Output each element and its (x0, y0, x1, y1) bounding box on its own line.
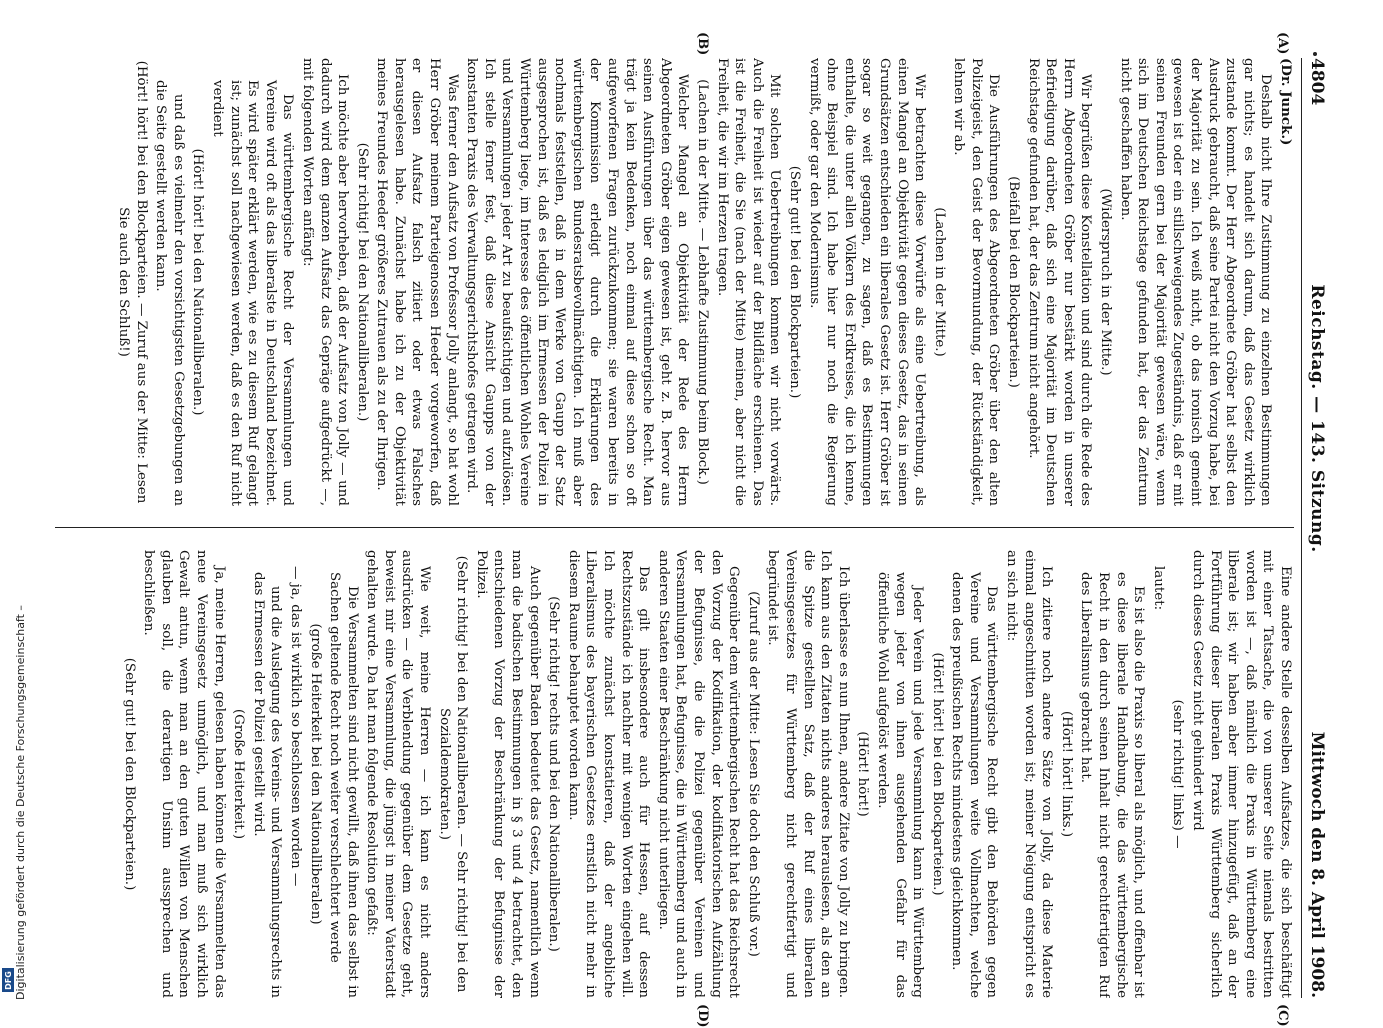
paragraph: lautet: (1150, 566, 1166, 611)
interjection: (Zuruf aus der Mitte: Lesen Sie doch den Schluß vor.) (745, 591, 761, 957)
paragraph: Gegenüber dem württembergischen Recht hat das Reichsrecht den Vorzug der Kodifikation, der kodifikatorischen Aufzählung der Befugnisse, die die Polizei gegenüber Vereinen und Versammlungen hat, Befugnisse, die in Württemberg und auch in anderen Staaten einer Beschränkung nicht unterliegen. (655, 550, 742, 998)
margin-marker-d: (D) (695, 1004, 710, 1028)
session-date: Mittwoch den 8. April 1908. (1307, 731, 1327, 998)
interjection: (große Heiterkeit bei den Nationalliberalen) (307, 623, 323, 925)
interjection: (Sehr gut! bei den Blockparteien.) (121, 657, 137, 891)
interjection: (Hört! hört! bei den Blockparteien. — Zuruf aus der Mitte: Lesen Sie auch den Schluß!) (116, 60, 149, 504)
interjection: (Große Heiterkeit.) (231, 708, 247, 840)
dfg-logo: DFG (2, 968, 14, 992)
page-dot (1313, 52, 1317, 56)
paragraph: Die Ausführungen des Abgeordneten Gröber über den alten Polizeigeist, den Geist der Bevormundung, der Rückständigkeit, lehnen wir ab. (951, 58, 1002, 506)
quoted-passage: Die Versammelten sind nicht gewillt, daß ihnen das selbst in Sachen geltende Recht noch weiter verschlechtert werde (327, 572, 360, 998)
paragraph: Wie weit, meine Herren — ich kann es nicht anders ausdrücken — die Verblendung gegenüber dem Gesetze geht, beweist mir eine Versammlung, die jüngst in meiner Vaterstadt gehalten wurde. Da hat man folgende Resolution gefaßt: (364, 550, 433, 998)
paragraph: Wir betrachten diese Vorwürfe als eine Uebertreibung, als einen Mangel an Objektivität gegen dieses Gesetz, das in seinen Grundsätzen entschieden ein liberales Gesetz ist. Herr Gröber ist sogar so weit gegangen, zu sagen, daß es Bestimmungen enthalte, die unter allen Völkern des Erdkreises, die ich kenne, ohne Beispiel sind. Ich habe hier nur noch die Regierung vermißt, oder gar den Modernismus. (806, 58, 928, 506)
paragraph: Ich überlasse es nun Ihnen, andere Zitate von Jolly zu bringen. Ich kann aus den Zitaten nichts anderes herauslesen, als den an die Spitze gestellten Satz, daß der Ruf eines liberalen Vereinsgesetzes für Württemberg nicht gerechtfertigt und begründet ist. (765, 550, 851, 998)
header-rule (1301, 58, 1302, 998)
paragraph: — ja, das ist wirklich so beschlossen worden — (287, 566, 303, 887)
interjection: (Sehr richtig! rechts und bei den Nationalliberalen.) (546, 596, 562, 952)
interjection: (Hört! hört! bei den Blockparteien.) (929, 652, 945, 896)
page-header (1304, 58, 1330, 998)
interjection: (Lachen in der Mitte. — Lebhafte Zustimmung beim Block.) (695, 79, 710, 485)
interjection: (Widerspruch in der Mitte.) (1098, 188, 1114, 376)
margin-marker-c: (C) (1275, 1004, 1290, 1027)
digitization-footer (0, 0, 27, 1000)
paragraph: Auch gegenüber Baden bedeutet das Gesetz, namentlich wenn man die badischen Bestimmungen in § 3 und 4 betrachtet, den entschiedenen Vorzug der Beschränkung der Befugnisse der Polizei. (473, 550, 542, 998)
paragraph: Eine andere Stelle desselben Aufsatzes, die sich beschäftigt mit einer Tatsache, die von unserer Seite niemals bestritten worden ist —, daß nämlich die Praxis in Württemberg eine liberale ist; wir haben aber immer hinzugefügt, daß an der Fortführung dieser liberalen Praxis Württemberg sicherlich durch dieses Gesetz nicht gehindert wird (1190, 550, 1293, 998)
interjection: (Hört! hört!) (855, 731, 871, 817)
paragraph: Ja, meine Herren, gelesen haben können die Versammelten das neue Vereinsgesetz unmöglich, und man muß sich wirklich Gewalt antun, wenn man an den guten Willen von Menschen glauben soll, die derartigen Unsinn aussprechen und beschließen. (141, 550, 227, 998)
quoted-passage: und die Auslegung des Vereins- und Versammlungsrechts in das Ermessen der Polizei gestellt wird. (250, 572, 284, 998)
paragraph: Welcher Mangel an Objektivität der Rede des Herrn Abgeordneten Gröber eigen gewesen ist, geht z. B. hervor aus seinen Ausführungen über das württembergische Recht. Man trägt ja kein Bedenken, noch einmal auf diese schon so oft aufgeworfenen Fragen zurückzukommen; sie waren bereits in der Kommission erledigt durch die Erklärungen des württembergischen Bundesratsbevollmächtigten. Ich muß aber nochmals feststellen, daß in dem Werke von Gaupp der Satz ausgesprochen ist, daß es lediglich im Ermessen der Polizei in Württemberg liege, im Interesse des öffentlichen Wohles Vereine und Versammlungen jeder Art zu beaufsichtigen und aufzulösen. Ich stelle ferner fest, daß diese Ansicht Gaupps von der konstanten Praxis des Verwaltungsgerichtshofes getragen wird. (464, 58, 691, 506)
right-column (55, 550, 1294, 998)
interjection: (Beifall bei den Blockparteien.) (1006, 176, 1022, 388)
paragraph: Was ferner den Aufsatz von Professor Jolly anlangt, so hat wohl Herr Gröber meinem Parteigenossen Heeder vorgeworfen, daß er diesen Aufsatz falsch zitiert oder etwas Falsches herausgelesen habe. Zunächst habe ich zu der Objektivität meines Freundes Heeder größeres Zutrauen als zu der Ihrigen. (374, 58, 460, 506)
quoted-passage: Es ist also die Praxis so liberal als möglich, und offenbar ist es diese liberale Handhabung, die das württembergische Recht in den durch seinen Inhalt nicht gerechtfertigten Ruf des Liberalismus gebracht hat. (1078, 572, 1147, 998)
left-column (55, 58, 1294, 506)
interjection: (Hört! hört! bei den Nationalliberalen.) (190, 148, 206, 416)
paragraph: Deshalb nicht Ihre Zustimmung zu einzelnen Bestimmungen gar nichts; es handelt sich darum, daß das Gesetz wirklich zustande kommt. Der Herr Abgeordnete Gröber hat selbst den Ausdruck gebraucht, daß seine Partei nicht den Vorzug habe, bei der Majorität zu sein. Ich weiß nicht, ob das ironisch gemeint gewesen ist oder ein stillschweigendes Zugeständnis, daß er mit seinen Freunden gern bei der Majorität gewesen wäre, wenn sich im Deutschen Reichstage gefunden hat, der das Zentrum nicht geschaffen haben. (1117, 58, 1274, 506)
paragraph: Wir begrüßen diese Konstellation und sind durch die Rede des Herrn Abgeordneten Gröber nur bestärkt worden in unserer Befriedigung darüber, daß sich eine Majorität im Deutschen Reichstage gefunden hat, der das Zentrum nicht angehört. (1025, 58, 1094, 506)
paragraph: Ich möchte aber hervorheben, daß der Aufsatz von Jolly — und dadurch wird dem ganzen Aufsatz das Gepräge aufgedrückt —, mit folgenden Worten anfängt: (299, 58, 351, 506)
quoted-passage: Jeder Verein und jede Versammlung kann in Württemberg wegen jeder von ihnen ausgehenden Gefahr für das öffentliche Wohl aufgelöst werden. (874, 572, 926, 998)
footer-text: Digitalisierung gefördert durch die Deutsche Forschungsgemeinschaft – (14, 605, 27, 1000)
interjection: (Sehr richtig! bei den Nationalliberalen.) (354, 142, 370, 422)
interjection: (Lachen in der Mitte.) (931, 207, 947, 357)
margin-marker-b: (B) (695, 32, 710, 56)
paragraph: Mit solchen Uebertreibungen kommen wir nicht vorwärts. Auch die Freiheit ist wieder auf der Bildfläche erschienen. Das ist die Freiheit, die Sie (nach der Mitte) meinen, aber nicht die Freiheit, die wir im Herzen tragen. (714, 58, 783, 506)
paragraph: Das gilt insbesondere auch für Hessen, auf dessen Rechtszustände ich nachher mit wenigen Worten eingehen will. Ich möchte zunächst konstatieren, daß der angebliche Liberalismus des bayerischen Gesetzes ernstlich nicht mehr in diesem Raume behauptet worden kann. (565, 550, 652, 998)
interjection: (Sehr gut! bei den Blockparteien.) (786, 165, 802, 399)
speaker-name: (Dr. Junck.) (1278, 58, 1294, 146)
margin-marker-a: (A) (1275, 32, 1290, 55)
quoted-passage: und daß es vielmehr den vorsichtigsten Gesetzgebungen an die Seite gestellt werden kann. (153, 80, 186, 506)
column-divider (55, 527, 1294, 528)
interjection: (Hört! hört! links.) (1058, 710, 1074, 838)
quoted-passage: Das württembergische Recht der Versammlungen und Vereine wird oft als das liberalste in Deutschland bezeichnet. Es wird später erklärt werden, wie es zu diesem Ruf gelangt ist; zunächst soll nachgewiesen werden, daß es den Ruf nicht verdient (209, 80, 296, 506)
page-number: 4804 (1307, 58, 1327, 106)
paragraph: Ich zitiere noch andere Sätze von Jolly, da diese Materie einmal angeschnitten worden ist; meiner Neigung entspricht es an sich nicht: (1004, 550, 1055, 998)
quoted-passage: Das württembergische Recht gibt den Behörden gegen Vereine und Versammlungen weite Vollmachten, welche denen des preußischen Rechts mindestens gleichkommen. (949, 572, 1000, 998)
interjection: (Sehr richtig! bei den Nationalliberalen. — Sehr richtig! bei den Sozialdemokraten.) (436, 555, 470, 993)
interjection: (sehr richtig! links) — (1170, 699, 1186, 849)
newspaper-page (55, 32, 1330, 1028)
session-title: Reichstag. — 143. Sitzung. (1307, 284, 1327, 553)
